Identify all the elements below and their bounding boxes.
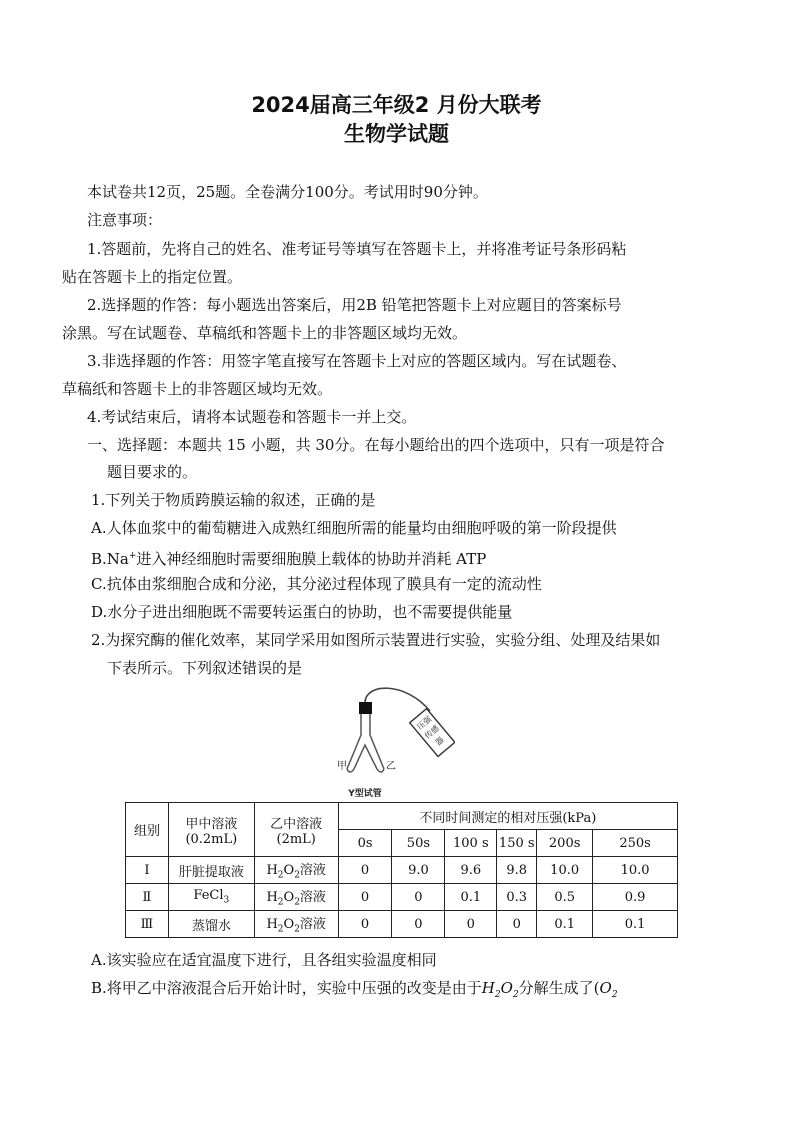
value-cell: 0.1 bbox=[593, 911, 678, 938]
header-col-b-line-1: 乙中溶液 bbox=[270, 816, 323, 832]
solution-b-cell: $H_2O_2$溶液 bbox=[254, 884, 338, 911]
time-header: 0s bbox=[338, 830, 392, 857]
solution-a-cell: 肝脏提取液 bbox=[168, 857, 254, 884]
value-cell: 9.0 bbox=[392, 857, 445, 884]
value-cell: 0 bbox=[497, 911, 537, 938]
solution-b-cell: $H_2O_2$溶液 bbox=[254, 857, 338, 884]
q2-option-a: A.该实验应在适宜温度下进行，且各组实验温度相同 bbox=[91, 951, 437, 969]
note-1-line-2: 贴在答题卡上的指定位置。 bbox=[62, 268, 243, 286]
value-cell: 0.9 bbox=[593, 884, 678, 911]
q2-option-b: B.将甲乙中溶液混合后开始计时，实验中压强的改变是由于$H_2O_2$分解生成了($O_2$ bbox=[91, 979, 618, 1000]
sensor-label-3: 器 bbox=[433, 735, 446, 748]
value-cell: 0.1 bbox=[537, 911, 593, 938]
value-cell: 9.8 bbox=[497, 857, 537, 884]
left-arm-label: 甲 bbox=[337, 761, 347, 772]
solution-b-cell: $H_2O_2$溶液 bbox=[254, 911, 338, 938]
value-cell: 0 bbox=[445, 911, 497, 938]
note-3-line-2: 草稿纸和答题卡上的非答题区域均无效。 bbox=[62, 380, 333, 398]
results-table bbox=[125, 802, 678, 938]
header-group: 组别 bbox=[126, 803, 169, 857]
value-cell: 10.0 bbox=[593, 857, 678, 884]
exam-summary: 本试卷共12页，25题。全卷满分100分。考试用时90分钟。 bbox=[87, 183, 488, 201]
q2-stem-line-2: 下表所示。下列叙述错误的是 bbox=[107, 659, 303, 677]
q1-option-b-pre: B.Na bbox=[91, 550, 129, 568]
section-heading-line-2: 题目要求的。 bbox=[107, 463, 198, 481]
q1-stem: 1.下列关于物质跨膜运输的叙述，正确的是 bbox=[91, 491, 376, 509]
time-header: 100 s bbox=[445, 830, 497, 857]
time-header: 250s bbox=[593, 830, 678, 857]
value-cell: 0.1 bbox=[445, 884, 497, 911]
header-col-a-line-1: 甲中溶液 bbox=[185, 816, 238, 832]
value-cell: 0.5 bbox=[537, 884, 593, 911]
value-cell: 9.6 bbox=[445, 857, 497, 884]
value-cell: 10.0 bbox=[537, 857, 593, 884]
value-cell: 0 bbox=[338, 911, 392, 938]
value-cell: 0 bbox=[392, 884, 445, 911]
figure-caption: Y型试管 bbox=[348, 789, 382, 799]
header-col-b bbox=[254, 803, 338, 857]
table-row bbox=[126, 857, 678, 884]
sensor-label-2: 传感 bbox=[422, 723, 441, 741]
q1-option-b-post: 进入神经细胞时需要细胞膜上载体的协助并消耗 ATP bbox=[136, 550, 487, 568]
q1-option-c: C.抗体由浆细胞合成和分泌，其分泌过程体现了膜具有一定的流动性 bbox=[91, 575, 542, 593]
note-4: 4.考试结束后，请将本试题卷和答题卡一并上交。 bbox=[87, 408, 417, 426]
group-cell: Ⅱ bbox=[126, 884, 169, 911]
right-arm-label: 乙 bbox=[386, 761, 396, 772]
q1-option-a: A.人体血浆中的葡萄糖进入成熟红细胞所需的能量均由细胞呼吸的第一阶段提供 bbox=[91, 519, 617, 537]
time-header: 150 s bbox=[497, 830, 537, 857]
group-cell: I bbox=[126, 857, 169, 884]
header-col-b-line-2: (2mL) bbox=[276, 831, 316, 847]
stopper-icon bbox=[359, 702, 372, 714]
value-cell: 0.3 bbox=[497, 884, 537, 911]
value-cell: 0 bbox=[338, 857, 392, 884]
exam-title: 2024届高三年级2 月份大联考 bbox=[251, 93, 542, 117]
group-cell: Ⅲ bbox=[126, 911, 169, 938]
value-cell: 0 bbox=[392, 911, 445, 938]
note-3-line-1: 3.非选择题的作答：用签字笔直接写在答题卡上对应的答题区域内。写在试题卷、 bbox=[87, 352, 627, 370]
table-row bbox=[126, 884, 678, 911]
notice-heading: 注意事项： bbox=[87, 211, 163, 229]
header-pressure: 不同时间测定的相对压强(kPa) bbox=[338, 803, 677, 830]
time-header: 50s bbox=[392, 830, 445, 857]
sensor-label-1: 压强 bbox=[415, 714, 434, 732]
y-tube-figure bbox=[335, 683, 455, 801]
q1-option-b-sup: + bbox=[128, 551, 137, 561]
note-1-line-1: 1.答题前，先将自己的姓名、准考证号等填写在答题卡上，并将准考证号条形码粘 bbox=[87, 240, 627, 258]
value-cell: 0 bbox=[338, 884, 392, 911]
exam-subject: 生物学试题 bbox=[344, 122, 449, 146]
time-header: 200s bbox=[537, 830, 593, 857]
q1-option-b bbox=[91, 546, 486, 569]
q1-option-d: D.水分子进出细胞既不需要转运蛋白的协助，也不需要提供能量 bbox=[91, 603, 513, 621]
note-2-line-1: 2.选择题的作答：每小题选出答案后，用2B 铅笔把答题卡上对应题目的答案标号 bbox=[87, 296, 622, 314]
header-col-a bbox=[168, 803, 254, 857]
solution-a-cell: FeCl$_3$ bbox=[168, 884, 254, 911]
table-row bbox=[126, 911, 678, 938]
section-heading-line-1: 一、选择题：本题共 15 小题，共 30分。在每小题给出的四个选项中，只有一项是符合 bbox=[87, 436, 665, 454]
q2-stem-line-1: 2.为探究酶的催化效率，某同学采用如图所示装置进行实验，实验分组、处理及结果如 bbox=[91, 631, 661, 649]
solution-a-cell: 蒸馏水 bbox=[168, 911, 254, 938]
y-tube-diagram bbox=[335, 683, 455, 801]
header-col-a-line-2: (0.2mL) bbox=[185, 831, 238, 847]
note-2-line-2: 涂黑。写在试题卷、草稿纸和答题卡上的非答题区域均无效。 bbox=[62, 324, 468, 342]
